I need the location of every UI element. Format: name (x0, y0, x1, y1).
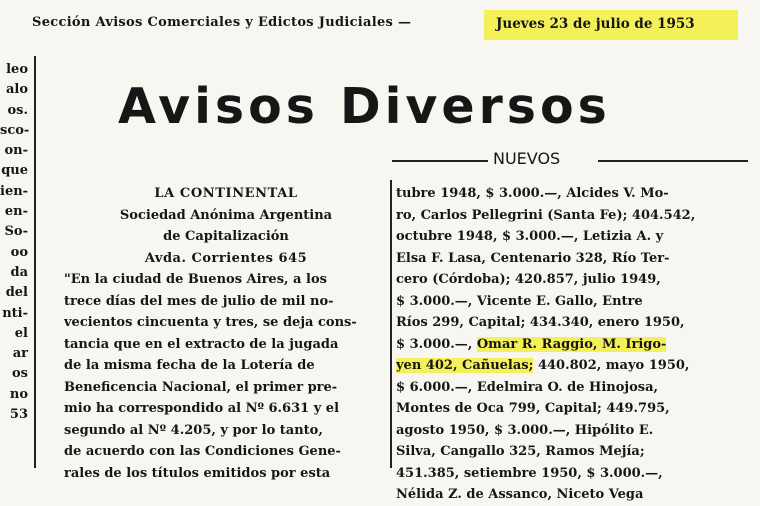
notice-body (64, 269, 388, 484)
notice-column-2 (396, 183, 754, 506)
center-column-divider (390, 180, 392, 468)
section-title: Sección Avisos Comerciales y Edictos Judiciales — (32, 15, 412, 30)
text-line: rales de los títulos emitidos por esta (64, 465, 331, 481)
notice-heading: LA CONTINENTAL (154, 186, 298, 201)
text-line: $ 3.000.—, Vicente E. Gallo, Entre (396, 293, 643, 309)
subtitle-label: NUEVOS (493, 149, 561, 168)
text-line: que (1, 163, 28, 179)
text-line: de acuerdo con las Condiciones Gene- (64, 444, 341, 459)
highlighted-name: Omar R. Raggio, M. Irigo- (476, 336, 667, 352)
text-line: $ 6.000.—, Edelmira O. de Hinojosa, (396, 379, 659, 395)
text-line: del (5, 285, 28, 301)
left-column-divider (34, 56, 36, 468)
text-line: trece días del mes de julio de mil no- (64, 293, 334, 309)
text-line (396, 355, 754, 377)
subtitle-rule-right (598, 160, 748, 162)
text-line: leo (6, 62, 28, 77)
page-title: Avisos Diversos (118, 78, 611, 135)
subtitle-rule (392, 160, 488, 162)
text-line: Beneficencia Nacional, el primer pre- (64, 379, 338, 395)
text-segment: $ 3.000.—, (396, 336, 477, 352)
text-line: Nélida Z. de Assanco, Niceto Vega (396, 487, 644, 502)
text-line: cero (Córdoba); 420.857, julio 1949, (396, 272, 661, 287)
company-name: Sociedad Anónima Argentina (119, 207, 333, 223)
text-line: tancia que en el extracto de la jugada (64, 336, 339, 352)
text-line: os (12, 366, 28, 382)
text-line: So- (4, 224, 28, 240)
text-line: de la misma fecha de la Lotería de (64, 358, 315, 373)
text-line: no (9, 386, 28, 402)
text-line: segundo al Nº 4.205, y por lo tanto, (64, 422, 323, 438)
text-line: Silva, Cangallo 325, Ramos Mejía; (396, 444, 645, 459)
text-line: alo (5, 82, 28, 98)
text-line: oo (10, 244, 28, 260)
company-address: Avda. Corrientes 645 (144, 250, 308, 266)
text-segment: 440.802, mayo 1950, (533, 358, 690, 373)
text-line: Elsa F. Lasa, Centenario 328, Río Ter- (396, 250, 670, 266)
notice-body-end (396, 377, 754, 506)
text-line: nti- (2, 305, 28, 321)
company-name-2: de Capitalización (163, 229, 289, 244)
text-line: Montes de Oca 799, Capital; 449.795, (396, 401, 670, 416)
text-line: "En la ciudad de Buenos Aires, a los (64, 272, 327, 287)
text-line: on- (4, 143, 28, 159)
text-line: octubre 1948, $ 3.000.—, Letizia A. y (396, 229, 664, 244)
text-line: en- (4, 204, 28, 220)
text-line: agosto 1950, $ 3.000.—, Hipólito E. (396, 422, 654, 438)
text-line: tubre 1948, $ 3.000.—, Alcides V. Mo- (396, 186, 669, 201)
text-line: vecientos cincuenta y tres, se deja cons- (64, 315, 357, 330)
text-line: ien- (0, 183, 29, 199)
notice-column-1 (64, 183, 388, 484)
text-line: 53 (9, 407, 28, 423)
text-line: ar (12, 346, 28, 362)
text-line: 451.385, setiembre 1950, $ 3.000.—, (396, 465, 663, 481)
text-line: mio ha correspondido al Nº 6.631 y el (64, 401, 340, 416)
notice-body-continued (396, 183, 754, 334)
text-line: ro, Carlos Pellegrini (Santa Fe); 404.542, (396, 207, 696, 223)
date-highlight (484, 10, 738, 40)
text-line: sco- (0, 122, 30, 138)
text-line: da (10, 264, 28, 280)
text-line: Ríos 299, Capital; 434.340, enero 1950, (396, 315, 685, 330)
issue-date: Jueves 23 de julio de 1953 (496, 16, 695, 32)
left-column-fragments (0, 60, 28, 425)
text-line (396, 334, 754, 356)
text-line: os. (7, 102, 28, 118)
highlighted-address: yen 402, Cañuelas; (396, 358, 534, 373)
text-line: el (14, 325, 28, 341)
page-header (0, 0, 760, 50)
